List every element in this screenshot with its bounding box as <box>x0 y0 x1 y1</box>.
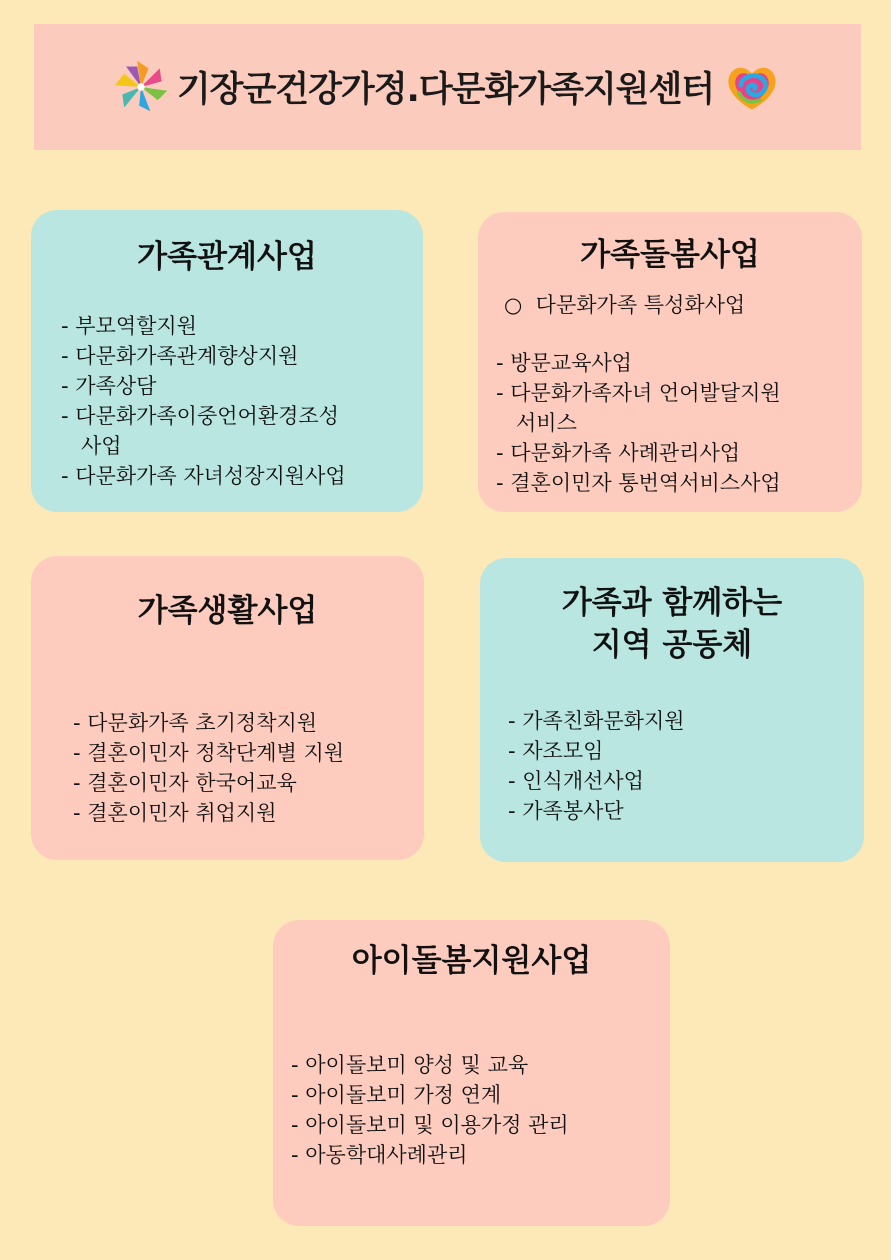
list-item: - 아동학대사례관리 <box>291 1143 468 1167</box>
list-item: 사업 <box>61 434 122 458</box>
list-item: - 다문화가족 초기정착지원 <box>73 711 318 735</box>
list-item: - 결혼이민자 정착단계별 지원 <box>73 741 345 765</box>
list-item: - 자조모임 <box>508 739 604 763</box>
item-list <box>496 348 781 498</box>
list-item: - 다문화가족자녀 언어발달지원 <box>496 381 781 405</box>
box-title: 아이돌봄지원사업 <box>351 943 592 979</box>
family-care-box <box>478 212 862 512</box>
list-item: - 다문화가족관계향상지원 <box>61 344 299 368</box>
list-item: - 다문화가족 자녀성장지원사업 <box>61 464 346 488</box>
box-title: 가족생활사업 <box>137 593 318 629</box>
list-item: - 가족봉사단 <box>508 799 624 823</box>
list-item: - 부모역할지원 <box>61 314 197 338</box>
list-item: - 결혼이민자 취업지원 <box>73 801 277 825</box>
box-title: 가족관계사업 <box>137 239 317 275</box>
list-item: - 아이돌보미 양성 및 교육 <box>291 1053 529 1077</box>
list-item: - 인식개선사업 <box>508 769 644 793</box>
sub-heading: ○ 다문화가족 특성화사업 <box>504 293 746 317</box>
list-item: - 다문화가족이중언어환경조성 <box>61 404 339 428</box>
list-item: - 가족친화문화지원 <box>508 709 685 733</box>
family-relations-box <box>31 210 423 512</box>
community-box <box>480 558 864 862</box>
list-item: - 방문교육사업 <box>496 351 632 375</box>
item-list <box>61 311 346 491</box>
box-title: 가족돌봄사업 <box>580 237 760 273</box>
list-item: - 가족상담 <box>61 374 157 398</box>
item-list <box>508 706 685 826</box>
family-life-box <box>31 556 424 860</box>
child-care-box <box>273 920 670 1226</box>
center-title: 기장군건강가정.다문화가족지원센터 <box>176 70 715 110</box>
box-title: 가족과 함께하는 <box>561 585 783 621</box>
list-item: 서비스 <box>496 411 577 435</box>
item-list <box>291 1050 569 1170</box>
list-item: - 다문화가족 사례관리사업 <box>496 441 741 465</box>
box-title: 지역 공동체 <box>591 627 753 663</box>
header-banner <box>34 24 861 150</box>
list-item: - 결혼이민자 한국어교육 <box>73 771 297 795</box>
list-item: - 아이돌보미 가정 연계 <box>291 1083 502 1107</box>
list-item: - 결혼이민자 통번역서비스사업 <box>496 471 781 495</box>
pinwheel-logo-icon <box>113 57 169 117</box>
item-list <box>73 708 344 828</box>
list-item: - 아이돌보미 및 이용가정 관리 <box>291 1113 569 1137</box>
heart-swirl-logo-icon <box>722 57 782 117</box>
